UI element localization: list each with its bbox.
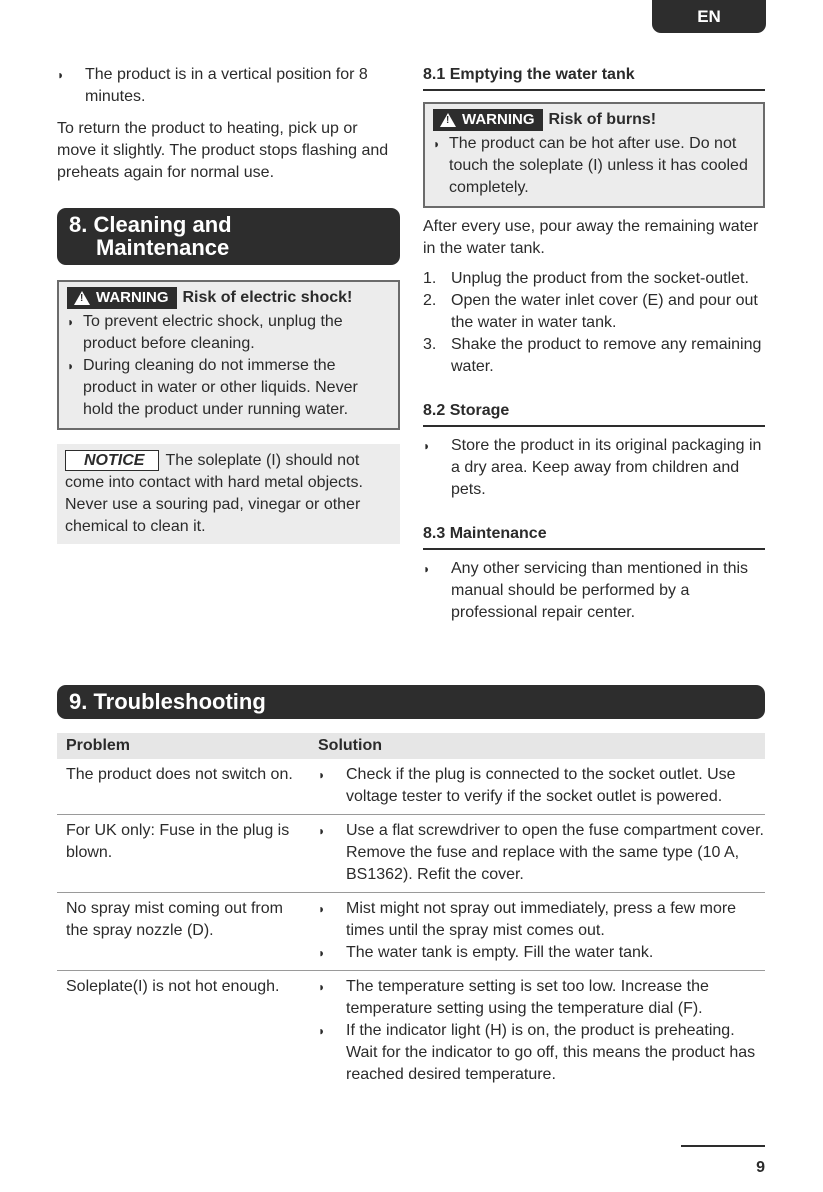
page-number: 9 (756, 1159, 765, 1176)
footer-rule (681, 1145, 765, 1147)
bullet-icon: ◗ (318, 824, 326, 838)
problem-cell: No spray mist coming out from the spray nozzle (D). (57, 893, 309, 971)
bullet-icon: ◗ (318, 1024, 326, 1038)
bullet-icon: ◗ (318, 980, 326, 994)
warning-burns-box (423, 102, 765, 208)
notice-text: The soleplate (I) should not come into contact with hard metal objects. Never use a souring pad, vinegar or other chemical to clean it. (65, 452, 363, 535)
section-8-3-heading: 8.3 Maintenance (423, 523, 765, 550)
list-item: ◗ If the indicator light (H) is on, the product is preheating. Wait for the indicator to go off, this means the product has reached desired temperature. (318, 1022, 756, 1083)
maintenance-list (423, 558, 765, 624)
bullet-icon: ◗ (318, 902, 326, 916)
bullet-icon: ◗ (423, 439, 431, 453)
warning-list (67, 311, 390, 421)
warning-title: Risk of electric shock! (182, 289, 353, 306)
bullet-icon: ◗ (433, 137, 441, 151)
section-8-title-line2: Maintenance (96, 235, 230, 260)
emptying-paragraph: After every use, pour away the remaining water in the water tank. (423, 218, 759, 257)
solution-cell (309, 815, 765, 893)
column-header-solution: Solution (309, 733, 765, 759)
intro-paragraph: To return the product to heating, pick up or move it slightly. The product stops flashing and preheats again for normal use. (57, 120, 389, 181)
storage-list (423, 435, 765, 501)
column-header-problem: Problem (57, 733, 309, 759)
table-row (57, 971, 765, 1093)
problem-cell: Soleplate(I) is not hot enough. (66, 978, 280, 995)
bullet-icon: ◗ (57, 68, 65, 82)
list-item: ◗ The water tank is empty. Fill the water tank. (318, 942, 765, 964)
list-item: 1. Unplug the product from the socket-outlet. (423, 270, 749, 287)
left-column (57, 64, 400, 544)
warning-triangle-icon (74, 291, 90, 305)
list-item: ◗ Use a flat screwdriver to open the fuse compartment cover. Remove the fuse and replace with the same type (10 A, BS1362). Refit the cover. (318, 822, 764, 883)
warning-title: Risk of burns! (548, 111, 657, 128)
list-item: ◗ Mist might not spray out immediately, press a few more times until the spray mist comes out. (318, 900, 737, 939)
table-row (57, 815, 765, 893)
section-8-2-heading: 8.2 Storage (423, 400, 765, 427)
solution-cell (309, 759, 765, 815)
list-item: ◗ Any other servicing than mentioned in this manual should be performed by a professional repair center. (423, 560, 749, 621)
list-item: ◗ Check if the plug is connected to the socket outlet. Use voltage tester to verify if the socket outlet is powered. (318, 766, 736, 805)
list-item: ◗ The temperature setting is set too low. Increase the temperature setting using the temperature dial (F). (318, 978, 709, 1017)
notice-box (57, 444, 400, 544)
problem-cell: The product does not switch on. (57, 759, 309, 815)
warning-badge: ! WARNING (433, 109, 543, 131)
list-item: ◗ The product can be hot after use. Do not touch the soleplate (I) unless it has cooled completely. (433, 135, 748, 196)
warning-list (433, 133, 755, 199)
intro-bullet-list (57, 64, 400, 108)
table-row (57, 759, 765, 815)
language-tab: EN (652, 0, 766, 33)
list-item: 3. Shake the product to remove any remaining water. (423, 336, 762, 375)
section-8-title-line1: 8. Cleaning and (69, 212, 232, 237)
bullet-icon: ◗ (318, 946, 326, 960)
table-header-row (57, 733, 765, 759)
list-item: 2. Open the water inlet cover (E) and pour out the water in water tank. (423, 292, 758, 331)
bullet-icon: ◗ (318, 768, 326, 782)
solution-cell (309, 893, 765, 971)
table-row (57, 893, 765, 971)
warning-electric-shock-box (57, 280, 400, 430)
list-item: ◗ To prevent electric shock, unplug the product before cleaning. (67, 313, 343, 352)
list-item (57, 64, 400, 108)
solution-cell (309, 971, 765, 1093)
list-item: ◗ Store the product in its original packaging in a dry area. Keep away from children and pets. (423, 437, 762, 498)
section-8-1-heading: 8.1 Emptying the water tank (423, 64, 765, 91)
bullet-icon: ◗ (67, 315, 75, 329)
section-8-heading (57, 208, 400, 265)
section-9-heading: 9. Troubleshooting (57, 685, 765, 719)
list-item: ◗ During cleaning do not immerse the product in water or other liquids. Never hold the product under running water. (67, 357, 358, 418)
warning-triangle-icon (440, 113, 456, 127)
right-column (423, 64, 765, 624)
bullet-icon: ◗ (67, 359, 75, 373)
notice-badge: NOTICE (65, 450, 159, 471)
warning-badge: ! WARNING (67, 287, 177, 309)
bullet-icon: ◗ (423, 562, 431, 576)
troubleshooting-table (57, 733, 765, 1092)
problem-cell: For UK only: Fuse in the plug is blown. (57, 815, 309, 893)
emptying-steps (423, 268, 765, 378)
intro-bullet-text: The product is in a vertical position for 8 minutes. (85, 66, 368, 105)
